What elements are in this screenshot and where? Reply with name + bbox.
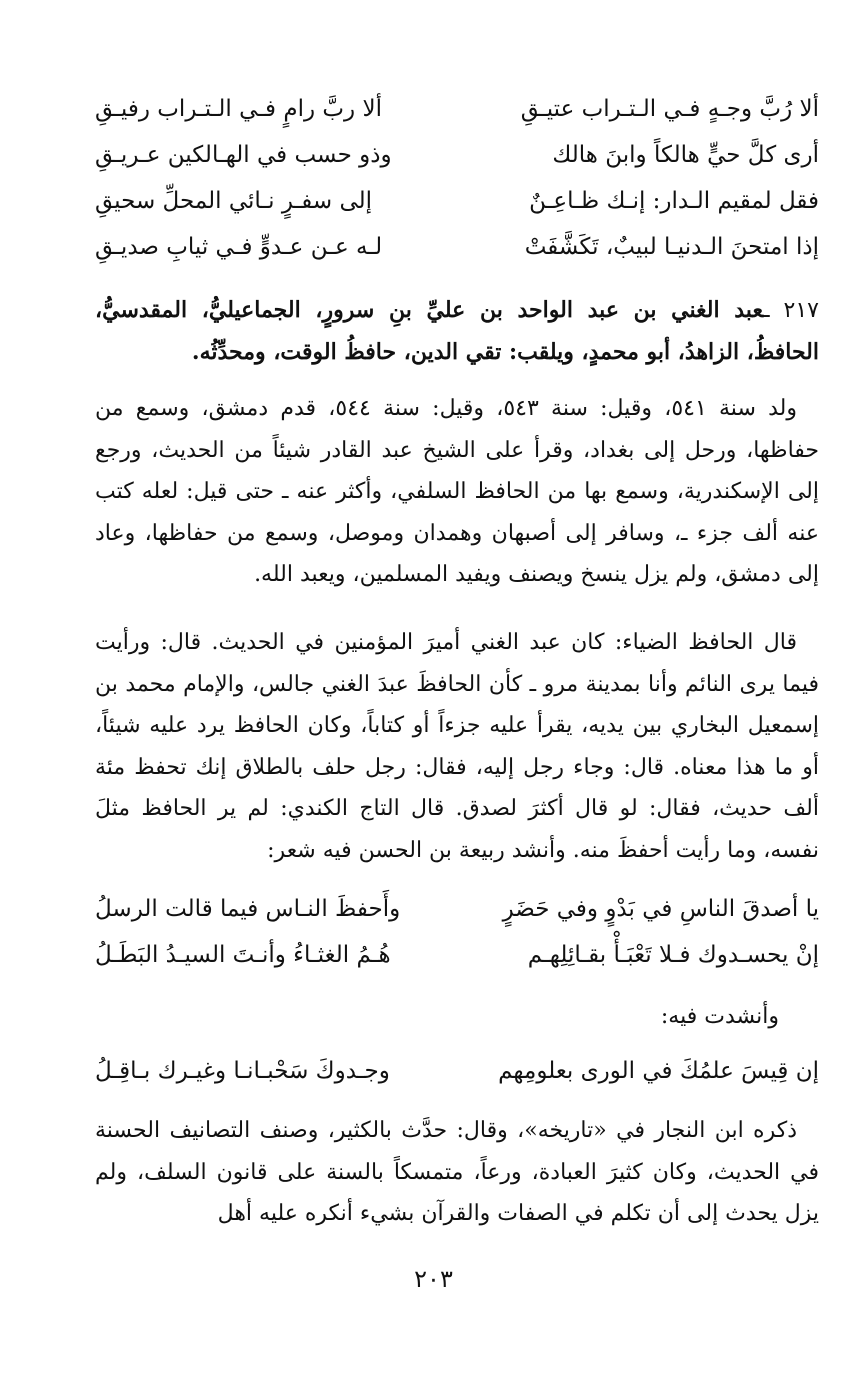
paragraph: ذكره ابن النجار في «تاريخه»، وقال: حدَّث بالكثير، وصنف التصانيف الحسنة في الحديث، وكان كثيرَ العبادة، ورعاً، متمسكاً بالسنة على قانون السلف، ولم يزل يحدث إلى أن تكلم في الصفات والقرآن بشيء أنكره عليه أهل — [95, 1118, 819, 1226]
poem-second-hemistich: إلى سفـرٍ نـائي المحلِّ سحيقِ — [95, 188, 373, 214]
poem-second-hemistich: وجـدوكَ سَحْبـانـا وغيـرك بـاقِـلُ — [95, 1058, 390, 1084]
entry-number: ٢١٧ ـ — [763, 298, 819, 323]
poem-second-hemistich: وذو حسب في الهـالكين عـريـقِ — [95, 142, 392, 168]
poem-couplet — [95, 1058, 819, 1098]
poem-couplet — [95, 142, 819, 182]
paragraph: قال الحافظ الضياء: كان عبد الغني أميرَ المؤمنين في الحديث. قال: ورأيت فيما يرى النائم وأنا بمدينة مرو ـ كأن الحافظَ عبدَ الغني جالس، والإمام محمد بن إسمعيل البخاري بين يديه، يقرأ عليه جزءاً أو كتاباً، وكان الحافظ يرد عليه شيئاً، أو ما هذا معناه. قال: وجاء رجل إليه، فقال: رجل حلف بالطلاق إنك تحفظ مئة ألف حديث، فقال: لو قال أكثرَ لصدق. قال التاج الكندي: لم ير الحافظ مثلَ نفسه، وما رأيت أحفظَ منه. وأنشد ربيعة بن الحسن فيه شعر: — [95, 630, 819, 863]
recited-label: وأنشدت فيه: — [660, 1004, 779, 1029]
paragraph: ولد سنة ٥٤١، وقيل: سنة ٥٤٣، وقيل: سنة ٥٤٤، قدم دمشق، وسمع من حفاظها، ورحل إلى بغداد، وقرأ على الشيخ عبد القادر شيئاً من الحديث، ورجع إلى الإسكندرية، وسمع بها من الحافظ السلفي، وأكثر عنه ـ حتى قيل: لعله كتب عنه ألف جزء ـ، وسافر إلى أصبهان وهمدان وموصل، وسمع من حفاظها، وعاد إلى دمشق، ولم يزل ينسخ ويصنف ويفيد المسلمين، ويعبد الله. — [95, 396, 819, 587]
poem-first-hemistich: ألا رُبَّ وجـهٍ فـي الـتـراب عتيـقِ — [520, 96, 819, 122]
poem-couplet — [95, 96, 819, 136]
poem-couplet — [95, 942, 819, 982]
poem-first-hemistich: أرى كلَّ حيٍّ هالكاً وابنَ هالك — [552, 142, 819, 168]
entry-heading — [95, 290, 819, 373]
poem-couplet — [95, 234, 819, 274]
page-number: ٢٠٣ — [414, 1265, 453, 1293]
poem-first-hemistich: يا أصدقَ الناسِ في بَدْوٍ وفي حَضَرٍ — [502, 896, 819, 922]
poem-second-hemistich: وأَحفظَ النـاس فيما قالت الرسلُ — [95, 896, 401, 922]
poem-second-hemistich: لـه عـن عـدوٍّ فـي ثيابِ صديـقِ — [95, 234, 383, 260]
poem-second-hemistich: هُـمُ الغثـاءُ وأنـتَ السيـدُ البَطَـلُ — [95, 942, 391, 968]
poem-first-hemistich: فقل لمقيم الـدار: إنـك ظـاعِـنٌ — [529, 188, 819, 214]
poem-couplet — [95, 896, 819, 936]
poem-first-hemistich: إذا امتحنَ الـدنيـا لبيبٌ، تَكَشَّفَتْ — [524, 234, 819, 260]
poem-first-hemistich: إن قِيسَ علمُكَ في الورى بعلومِهم — [498, 1058, 819, 1084]
poem-second-hemistich: ألا ربَّ رامٍ فـي الـتـراب رفيـقِ — [95, 96, 382, 122]
poem-couplet — [95, 188, 819, 228]
poem-first-hemistich: إنْ يحسـدوك فـلا تَعْبَـأْ بقـائِلِهـم — [527, 942, 819, 968]
entry-title: عبد الغني بن عبد الواحد بن عليِّ بنِ سرورٍ، الجماعيليُّ، المقدسيُّ، الحافظُ، الزاهدُ، أبو محمدٍ، ويلقب: تقي الدين، حافظُ الوقت، ومحدِّثُه. — [95, 297, 819, 365]
